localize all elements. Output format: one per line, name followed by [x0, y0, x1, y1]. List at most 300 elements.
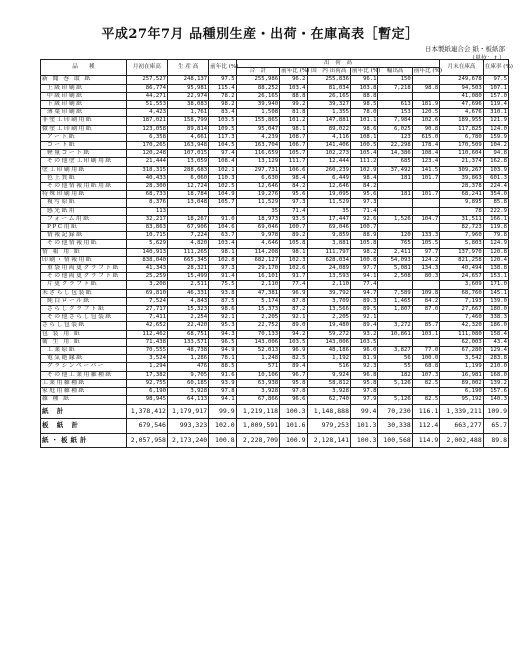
table-cell: 13,059: [167, 158, 208, 166]
row-label: PPC用紙: [41, 224, 127, 232]
table-cell: 13,048: [167, 199, 208, 207]
table-cell: 105.7: [209, 199, 236, 207]
table-row: [41, 433, 509, 448]
table-cell: 30,338: [378, 419, 412, 434]
table-cell: 92.1: [351, 314, 378, 322]
table-cell: 101.1: [351, 117, 378, 125]
table-cell: 19,095: [307, 191, 350, 199]
table-cell: 171.0: [483, 281, 508, 289]
table-cell: 143,006: [236, 338, 279, 346]
table-cell: 665,345: [167, 256, 208, 264]
table-cell: 19,276: [236, 191, 279, 199]
table-row: [41, 215, 509, 223]
row-label: フォーム用紙: [41, 215, 127, 223]
table-cell: 106.6: [280, 166, 307, 174]
header-export: 輸出高: [378, 68, 412, 76]
table-cell: 168.0: [483, 371, 508, 379]
table-cell: 189,955: [440, 117, 483, 125]
table-cell: 108.4: [209, 158, 236, 166]
table-cell: 111,797: [307, 248, 350, 256]
header-total-yoy: 前年比 (%): [281, 68, 310, 75]
table-cell: 79.8: [483, 232, 508, 240]
table-cell: 14,386: [378, 150, 412, 158]
table-cell: 113: [126, 207, 167, 215]
table-cell: 96.8: [351, 371, 378, 379]
table-cell: 78.2: [209, 92, 236, 100]
table-cell: 13,566: [307, 306, 350, 314]
table-cell: 1,192: [307, 355, 350, 363]
table-cell: 120: [378, 232, 412, 240]
table-cell: 107,015: [167, 150, 208, 158]
table-cell: 10,106: [236, 371, 279, 379]
table-row: [41, 117, 509, 125]
table-cell: 2,110: [236, 281, 279, 289]
table-cell: 105.8: [351, 240, 378, 248]
table-row: [41, 330, 509, 338]
table-cell: 97.4: [209, 150, 236, 158]
table-cell: 9,859: [307, 232, 350, 240]
table-cell: 98.1: [280, 248, 307, 256]
row-label: グラシンペーパー: [41, 363, 127, 371]
table-cell: 41,343: [126, 265, 167, 273]
table-cell: 181.9: [412, 100, 440, 108]
table-cell: [378, 199, 412, 207]
table-cell: 47,696: [440, 100, 483, 108]
table-cell: 354.0: [483, 191, 508, 199]
table-cell: 104.6: [209, 224, 236, 232]
header-production: 生 産 高: [167, 60, 208, 76]
table-cell: 1,179,917: [167, 404, 208, 419]
table-cell: 12,724: [167, 183, 208, 191]
table-cell: 59,272: [307, 330, 350, 338]
table-cell: 102.1: [209, 166, 236, 174]
table-cell: 39,792: [307, 289, 350, 297]
table-cell: 89.2: [280, 232, 307, 240]
row-label: 包 装 用 紙: [41, 330, 127, 338]
table-cell: 21,444: [126, 158, 167, 166]
table-cell: 56: [378, 355, 412, 363]
table-cell: 87.5: [209, 297, 236, 305]
table-cell: 4,661: [167, 133, 208, 141]
table-cell: 98.8: [412, 84, 440, 92]
row-label: さらし包装紙: [41, 322, 127, 330]
table-cell: 67,280: [440, 347, 483, 355]
row-label: 情報記録紙: [41, 232, 127, 240]
table-cell: [412, 76, 440, 84]
table-cell: 5,081: [378, 265, 412, 273]
table-cell: 39,327: [307, 100, 350, 108]
table-cell: 98.2: [209, 100, 236, 108]
table-cell: 97.3: [280, 199, 307, 207]
table-cell: 163,948: [167, 142, 208, 150]
table-cell: 95,192: [440, 396, 483, 404]
table-cell: 145.1: [483, 289, 508, 297]
table-cell: 96.9: [280, 289, 307, 297]
table-cell: 7,984: [378, 117, 412, 125]
table-cell: 1,294: [126, 363, 167, 371]
table-cell: 2,057,958: [126, 433, 167, 448]
unit-label: （単位：ｔ）: [468, 55, 505, 62]
table-cell: 100.5: [351, 142, 378, 150]
table-row: [41, 273, 509, 281]
table-cell: 13,593: [307, 273, 350, 281]
row-label: その他情報用紙: [41, 240, 127, 248]
table-cell: 100.0: [412, 355, 440, 363]
table-cell: 16,981: [440, 371, 483, 379]
table-cell: 39,863: [440, 174, 483, 182]
table-row: [41, 240, 509, 248]
table-cell: 7,960: [440, 232, 483, 240]
row-label: 工業原紙: [41, 347, 127, 355]
table-cell: 99.9: [209, 404, 236, 419]
table-cell: 69,810: [126, 289, 167, 297]
table-cell: 96.7: [280, 371, 307, 379]
table-cell: 95.8: [280, 379, 307, 387]
table-cell: 28,321: [167, 265, 208, 273]
table-cell: 26,165: [307, 92, 350, 100]
table-cell: 68,751: [167, 330, 208, 338]
table-cell: 3,881: [307, 240, 350, 248]
table-cell: 162.8: [483, 158, 508, 166]
table-cell: 121.9: [483, 117, 508, 125]
table-row: [41, 379, 509, 387]
table-cell: 101.6: [280, 419, 307, 434]
table-cell: 119.4: [483, 100, 508, 108]
row-label: その他情報用紙用紙: [41, 183, 127, 191]
row-label: 中級印刷紙: [41, 92, 127, 100]
table-cell: 97.7: [412, 248, 440, 256]
table-cell: 71.4: [280, 207, 307, 215]
table-cell: 115.4: [209, 84, 236, 92]
table-cell: 100.3: [280, 404, 307, 419]
table-cell: 97.3: [351, 199, 378, 207]
table-cell: 166.1: [483, 215, 508, 223]
row-label: 情 報 用 紙: [41, 248, 127, 256]
row-label: 純白ロール紙: [41, 297, 127, 305]
row-label: さらしクラフト紙: [41, 306, 127, 314]
table-cell: 180.0: [483, 306, 508, 314]
table-cell: 96.5: [209, 338, 236, 346]
table-cell: 309,267: [440, 166, 483, 174]
table-cell: 92.1: [209, 314, 236, 322]
table-row: [41, 371, 509, 379]
table-cell: 4,423: [126, 109, 167, 117]
table-cell: [378, 338, 412, 346]
table-cell: 104.7: [412, 215, 440, 223]
table-cell: 119.8: [483, 224, 508, 232]
table-cell: 51,553: [126, 100, 167, 108]
table-cell: 80.3: [412, 273, 440, 281]
table-cell: 69,046: [307, 224, 350, 232]
table-cell: 98.6: [351, 125, 378, 133]
table-cell: 99.2: [280, 100, 307, 108]
table-cell: 679,546: [126, 419, 167, 434]
table-cell: 765: [378, 240, 412, 248]
table-cell: 143,006: [307, 338, 350, 346]
table-cell: 1,286: [167, 355, 208, 363]
table-cell: 103.5: [280, 338, 307, 346]
table-cell: [167, 207, 208, 215]
table-cell: 102,273: [307, 150, 350, 158]
table-cell: 97.8: [280, 388, 307, 396]
table-cell: 95,047: [236, 125, 279, 133]
table-cell: 18,784: [167, 191, 208, 199]
table-body: [41, 76, 509, 448]
table-cell: 94.7: [351, 289, 378, 297]
table-cell: 10,861: [378, 330, 412, 338]
table-cell: 21,374: [440, 158, 483, 166]
table-cell: 248,137: [167, 76, 208, 84]
table-cell: 338.3: [483, 314, 508, 322]
table-cell: [412, 388, 440, 396]
table-cell: 22,298: [378, 142, 412, 150]
table-cell: 95.6: [280, 191, 307, 199]
table-cell: 682,127: [236, 256, 279, 264]
table-row: [41, 314, 509, 322]
table-cell: 101.2: [280, 117, 307, 125]
table-cell: 91.7: [280, 273, 307, 281]
table-cell: 19,480: [307, 322, 350, 330]
table-cell: 120.4: [483, 256, 508, 264]
table-cell: 29,170: [236, 265, 279, 273]
table-cell: 12,646: [307, 183, 350, 191]
table-cell: 102.9: [351, 166, 378, 174]
row-label: その他両更クラフト紙: [41, 273, 127, 281]
table-cell: 82.5: [280, 355, 307, 363]
table-cell: 101.3: [351, 419, 378, 434]
table-cell: 62,003: [440, 338, 483, 346]
table-cell: 89.8: [483, 433, 508, 448]
table-cell: 78: [440, 207, 483, 215]
table-cell: 103.5: [351, 338, 378, 346]
table-cell: 1,248: [236, 355, 279, 363]
table-cell: 157.0: [483, 92, 508, 100]
table-cell: 110,604: [440, 150, 483, 158]
row-label: 片更クラフト紙: [41, 281, 127, 289]
table-cell: 52,013: [236, 347, 279, 355]
table-cell: 3,524: [126, 355, 167, 363]
table-cell: 22,752: [236, 322, 279, 330]
table-cell: 186.0: [483, 322, 508, 330]
table-cell: 821,258: [440, 256, 483, 264]
table-cell: 89,022: [307, 125, 350, 133]
table-cell: 85.7: [412, 322, 440, 330]
row-label: 衛 生 用 紙: [41, 338, 127, 346]
row-label: 重袋用両更クラフト紙: [41, 265, 127, 273]
table-cell: 17,447: [307, 215, 350, 223]
table-cell: 10,715: [126, 232, 167, 240]
table-cell: 111,080: [440, 330, 483, 338]
table-cell: 89.3: [351, 297, 378, 305]
table-cell: 88.8: [280, 92, 307, 100]
table-cell: 98.1: [280, 125, 307, 133]
table-cell: 4,646: [236, 240, 279, 248]
table-cell: [412, 314, 440, 322]
table-cell: [378, 224, 412, 232]
table-cell: 98.2: [351, 248, 378, 256]
table-cell: 95.3: [209, 322, 236, 330]
table-cell: 210.0: [483, 363, 508, 371]
table-cell: 838,040: [126, 256, 167, 264]
table-cell: 9,924: [307, 371, 350, 379]
table-cell: 159.9: [483, 133, 508, 141]
table-cell: 96.0: [351, 347, 378, 355]
header-production-yoy: 前年比 (%): [209, 60, 236, 76]
table-cell: 1,761: [167, 109, 208, 117]
table-cell: 94.8: [483, 150, 508, 158]
table-cell: 81.9: [351, 355, 378, 363]
table-row: [41, 92, 509, 100]
header-closing-stock: 月末在庫高: [440, 60, 483, 76]
table-cell: 123: [378, 133, 412, 141]
table-cell: 120.8: [483, 248, 508, 256]
table-cell: 249,678: [440, 76, 483, 84]
table-cell: 88,252: [236, 84, 279, 92]
table-cell: 84.2: [412, 297, 440, 305]
table-cell: 1,508: [236, 109, 279, 117]
table-cell: 1,355: [307, 109, 350, 117]
table-cell: 3,208: [126, 281, 167, 289]
table-cell: 155,865: [236, 117, 279, 125]
table-cell: 18,267: [167, 215, 208, 223]
table-cell: 133,571: [167, 338, 208, 346]
header-item: 品 種: [41, 60, 127, 76]
table-cell: 97.9: [351, 396, 378, 404]
table-cell: 68.8: [412, 363, 440, 371]
table-cell: 6,190: [440, 388, 483, 396]
table-cell: 31,511: [440, 215, 483, 223]
table-cell: 60,185: [167, 379, 208, 387]
header-opening-stock: 月初在庫高: [126, 60, 167, 76]
table-cell: 6,358: [126, 133, 167, 141]
row-label: 軽量コート紙: [41, 150, 127, 158]
table-cell: 82.5: [412, 379, 440, 387]
table-cell: 25,259: [126, 273, 167, 281]
table-cell: 94.1: [351, 273, 378, 281]
table-row: [41, 248, 509, 256]
table-cell: 58,812: [307, 379, 350, 387]
row-label: 印刷・情報用紙: [41, 256, 127, 264]
table-cell: 89,002: [440, 379, 483, 387]
table-cell: 98.4: [351, 174, 378, 182]
table-cell: 92.6: [351, 215, 378, 223]
row-label: 雑 種 紙: [41, 396, 127, 404]
table-cell: 94,503: [440, 84, 483, 92]
table-cell: 94.9: [209, 347, 236, 355]
row-label: 新 聞 巻 取 紙: [41, 76, 127, 84]
table-cell: 103.4: [280, 84, 307, 92]
table-cell: 90.8: [412, 125, 440, 133]
row-label: 複写原紙: [41, 199, 127, 207]
table-cell: 102.8: [209, 256, 236, 264]
table-row: [41, 363, 509, 371]
table-cell: 63,938: [236, 379, 279, 387]
table-cell: 178.4: [412, 142, 440, 150]
table-cell: 98,945: [126, 396, 167, 404]
table-row: [41, 232, 509, 240]
table-cell: 8,376: [126, 199, 167, 207]
table-cell: 181: [378, 191, 412, 199]
table-cell: 117,825: [440, 125, 483, 133]
table-cell: 170,509: [440, 142, 483, 150]
row-label: 塗工印刷用紙: [41, 166, 127, 174]
table-cell: 114,208: [236, 248, 279, 256]
table-cell: 105.8: [280, 240, 307, 248]
table-cell: 120.5: [412, 109, 440, 117]
table-cell: 48,186: [307, 347, 350, 355]
table-cell: 150: [378, 76, 412, 84]
table-cell: 39,940: [236, 100, 279, 108]
table-cell: 163,704: [236, 142, 279, 150]
table-cell: 103.8: [351, 84, 378, 92]
table-cell: 104.9: [209, 191, 236, 199]
table-cell: 95.8: [351, 379, 378, 387]
table-row: [41, 191, 509, 199]
table-cell: 288,683: [167, 166, 208, 174]
table-cell: 77.4: [280, 281, 307, 289]
table-cell: 3,928: [307, 388, 350, 396]
table-cell: 70,133: [236, 330, 279, 338]
table-cell: 108.1: [351, 133, 378, 141]
table-cell: 2,254: [167, 314, 208, 322]
table-cell: 94.3: [209, 330, 236, 338]
table-cell: 54,093: [378, 256, 412, 264]
table-cell: 114.9: [412, 433, 440, 448]
table-cell: 140.3: [483, 396, 508, 404]
table-cell: [412, 199, 440, 207]
table-cell: 62,740: [307, 396, 350, 404]
table-cell: 89,814: [167, 125, 208, 133]
table-cell: 27,667: [440, 306, 483, 314]
table-cell: 6,190: [126, 388, 167, 396]
table-cell: 28,378: [440, 183, 483, 191]
table-cell: 141.5: [412, 166, 440, 174]
table-cell: 40,433: [126, 174, 167, 182]
table-cell: 82.5: [412, 396, 440, 404]
table-row: [41, 109, 509, 117]
table-cell: 35: [307, 207, 350, 215]
table-row: [41, 404, 509, 419]
table-cell: 15,323: [167, 306, 208, 314]
header-total: 合 計: [236, 68, 279, 76]
table-cell: 106.7: [280, 142, 307, 150]
table-row: [41, 133, 509, 141]
table-cell: 98.6: [209, 306, 236, 314]
table-cell: 96.9: [280, 347, 307, 355]
table-cell: 24,657: [440, 273, 483, 281]
table-cell: 3,709: [307, 297, 350, 305]
table-cell: 140,913: [126, 248, 167, 256]
row-label: 感光紙用: [41, 207, 127, 215]
table-cell: 86,774: [126, 84, 167, 92]
table-cell: 4,239: [236, 133, 279, 141]
table-cell: 124.0: [483, 125, 508, 133]
row-label: 電気絶縁紙: [41, 355, 127, 363]
table-cell: 94.1: [209, 396, 236, 404]
table-row: [41, 158, 509, 166]
table-cell: 46,331: [167, 289, 208, 297]
table-cell: 64,113: [167, 396, 208, 404]
table-cell: 32,217: [126, 215, 167, 223]
table-cell: 100.9: [280, 433, 307, 448]
row-label: 工業用雑種紙: [41, 379, 127, 387]
row-label: コート紙: [41, 142, 127, 150]
table-cell: [412, 224, 440, 232]
table-cell: 96.6: [280, 396, 307, 404]
table-cell: 7,411: [126, 314, 167, 322]
table-cell: 68,760: [440, 289, 483, 297]
table-cell: 2,128,141: [307, 433, 350, 448]
